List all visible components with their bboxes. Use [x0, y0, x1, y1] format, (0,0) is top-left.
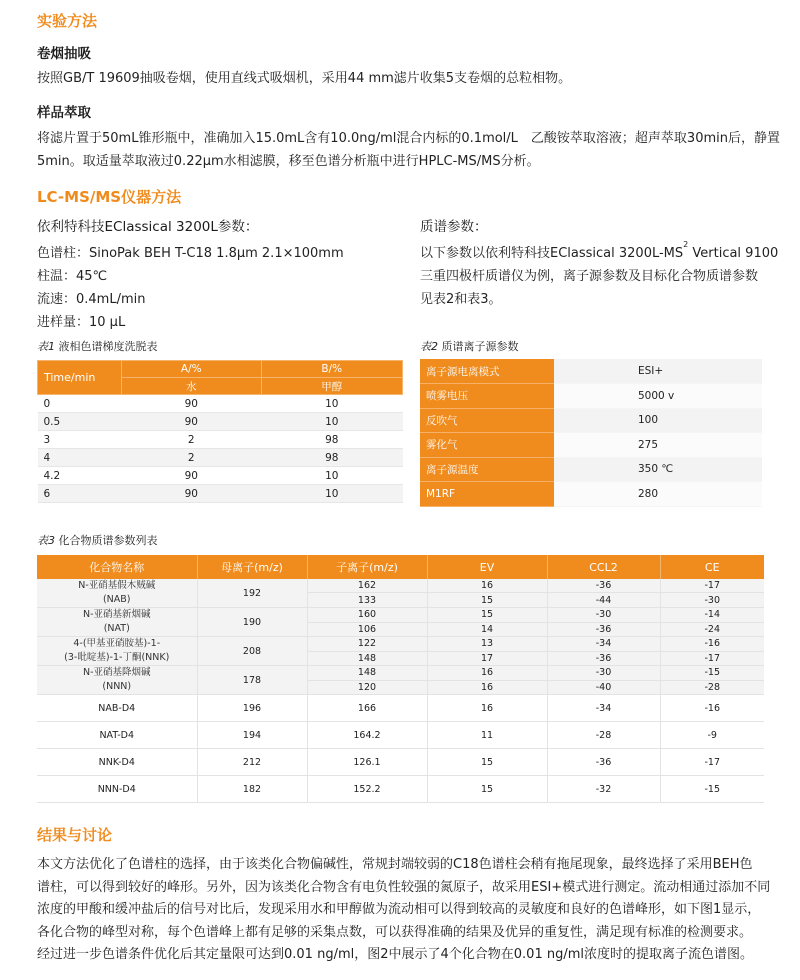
table-cell: -36 — [547, 622, 660, 637]
table-cell: 16 — [427, 666, 547, 681]
lc-flow: 流速：0.4mL/min — [37, 292, 146, 307]
table-row — [420, 482, 762, 507]
table-cell: 4.2 — [38, 467, 122, 485]
table-cell: -16 — [660, 637, 764, 652]
table-row — [420, 359, 762, 384]
table-cell: 0.5 — [38, 413, 122, 431]
table-row — [37, 776, 764, 803]
table-cell: 160 — [307, 608, 427, 623]
table-cell: 148 — [307, 651, 427, 666]
table-row — [420, 408, 762, 433]
table1-header-time: Time/min — [38, 361, 122, 395]
table-cell: 2 — [122, 449, 262, 467]
table-cell: NNK-D4 — [37, 749, 197, 776]
param-value: ESI+ — [554, 359, 762, 384]
compound-name-line: N-亚硝基假木贼碱 — [78, 580, 156, 591]
table-cell: 16 — [427, 680, 547, 695]
compound-name — [37, 666, 197, 695]
table-row — [37, 608, 764, 623]
param-value: 350 ℃ — [554, 457, 762, 482]
table-row — [37, 749, 764, 776]
table-cell: 15 — [427, 608, 547, 623]
table-cell: 98 — [261, 449, 402, 467]
table-cell: 182 — [197, 776, 307, 803]
compound-name-line: (NAT) — [103, 623, 130, 634]
table-cell: -28 — [660, 680, 764, 695]
table3-caption: 表3 化合物质谱参数列表 — [37, 534, 158, 547]
table-cell: 90 — [122, 467, 262, 485]
table-cell: 126.1 — [307, 749, 427, 776]
table-cell: 90 — [122, 413, 262, 431]
table-cell: 0 — [38, 395, 122, 413]
table-row — [38, 431, 403, 449]
lc-params-title: 依利特科技EClassical 3200L参数： — [37, 219, 259, 235]
param-value: 100 — [554, 408, 762, 433]
table-cell: 4 — [38, 449, 122, 467]
table-cell: -30 — [547, 666, 660, 681]
table-cell: -34 — [547, 695, 660, 722]
table-cell: 98 — [261, 431, 402, 449]
parent-ion: 192 — [197, 579, 307, 608]
table3-header: CE — [660, 555, 764, 579]
compound-name-line: (NNN) — [102, 681, 132, 692]
results-paragraph — [37, 854, 770, 967]
table3-header: 子离子(m/z) — [307, 555, 427, 579]
compound-name — [37, 608, 197, 637]
lc-column: 色谱柱：SinoPak BEH T-C18 1.8μm 2.1×100mm — [37, 246, 344, 261]
table-cell: -40 — [547, 680, 660, 695]
lc-temp: 柱温：45℃ — [37, 269, 108, 284]
table-cell: -32 — [547, 776, 660, 803]
gradient-table — [37, 360, 403, 503]
extraction-title: 样品萃取 — [37, 105, 91, 121]
table-cell: 164.2 — [307, 722, 427, 749]
extraction-line-2: 5min。取适量萃取液过0.22μm水相滤膜，移至色谱分析瓶中进行HPLC-MS/MS分析。 — [37, 154, 540, 169]
table1-header-b: B/% — [261, 361, 402, 378]
table-cell: -44 — [547, 593, 660, 608]
table-row — [38, 449, 403, 467]
table-cell: 148 — [307, 666, 427, 681]
table3-header: EV — [427, 555, 547, 579]
table-cell: 166 — [307, 695, 427, 722]
compound-name-line: (NAB) — [102, 594, 131, 605]
table-row — [37, 579, 764, 593]
table-cell: 212 — [197, 749, 307, 776]
compound-name-line: N-亚硝基降烟碱 — [82, 667, 151, 678]
lcms-title: LC-MS/MS仪器方法 — [37, 188, 182, 206]
table3-header: 母离子(m/z) — [197, 555, 307, 579]
table-cell: -24 — [660, 622, 764, 637]
parent-ion: 190 — [197, 608, 307, 637]
table-row — [420, 433, 762, 458]
ms-text-line-3: 见表2和表3。 — [420, 292, 502, 307]
table1-caption: 表1 液相色谱梯度洗脱表 — [37, 340, 158, 353]
table-cell: 10 — [261, 467, 402, 485]
results-line: 谱柱，可以得到较好的峰形。另外，因为该类化合物含有电负性较强的氮原子，故采用ESI+模式进行测定。流动相通过添加不同 — [37, 879, 771, 895]
table-row — [38, 413, 403, 431]
table3-header: 化合物名称 — [37, 555, 197, 579]
table-cell: 15 — [427, 593, 547, 608]
compound-name-line: N-亚硝基新烟碱 — [82, 609, 151, 620]
ion-source-table — [420, 359, 762, 507]
lc-injection: 进样量：10 μL — [37, 315, 126, 330]
table-cell: -14 — [660, 608, 764, 623]
table-cell: -30 — [660, 593, 764, 608]
table-cell: 10 — [261, 485, 402, 503]
results-line: 本文方法优化了色谱柱的选择，由于该类化合物偏碱性，常规封端较弱的C18色谱柱会稍有拖尾现象，最终选择了采用BEH色 — [37, 857, 753, 872]
method-title: 实验方法 — [37, 12, 98, 30]
param-name: 雾化气 — [420, 433, 554, 458]
table-row — [38, 485, 403, 503]
table-cell: 6 — [38, 485, 122, 503]
compound-name-line: (3-吡啶基)-1-丁酮(NNK) — [64, 652, 170, 663]
table-cell: -34 — [547, 637, 660, 652]
table-cell: 10 — [261, 413, 402, 431]
results-line: 浓度的甲酸和缓冲盐后的信号对比后，发现采用水和甲醇做为流动相可以得到较高的灵敏度和良好的色谱峰形，如下图1显示， — [37, 902, 761, 917]
param-value: 280 — [554, 482, 762, 507]
table-cell: 90 — [122, 485, 262, 503]
table-cell: 133 — [307, 593, 427, 608]
table-cell: 16 — [427, 695, 547, 722]
ms-text-line-1: 以下参数以依利特科技EClassical $3200L-MS^2$ Vertical 9100 — [420, 240, 779, 261]
table-cell: 122 — [307, 637, 427, 652]
table-cell: 196 — [197, 695, 307, 722]
table-cell: 120 — [307, 680, 427, 695]
table-cell: NNN-D4 — [37, 776, 197, 803]
table-cell: 11 — [427, 722, 547, 749]
table-cell: -36 — [547, 651, 660, 666]
table-row — [38, 467, 403, 485]
table-cell: -28 — [547, 722, 660, 749]
table-cell: -36 — [547, 749, 660, 776]
table-cell: 90 — [122, 395, 262, 413]
table-cell: 13 — [427, 637, 547, 652]
table2-caption: 表2 质谱离子源参数 — [420, 340, 519, 353]
compound-name — [37, 637, 197, 666]
results-line: 各化合物的峰型对称，每个色谱峰上都有足够的采集点数，可以获得准确的结果及优异的重复性，满足现有标准的检测要求。 — [37, 924, 753, 940]
table-cell: -36 — [547, 579, 660, 593]
ms-params-title: 质谱参数： — [420, 219, 488, 235]
parent-ion: 208 — [197, 637, 307, 666]
table-row — [37, 722, 764, 749]
table-cell: 10 — [261, 395, 402, 413]
param-name: M1RF — [420, 482, 554, 507]
parent-ion: 178 — [197, 666, 307, 695]
compound-name-line: 4-(甲基亚硝胺基)-1- — [73, 638, 161, 649]
table-cell: 106 — [307, 622, 427, 637]
table-cell: -30 — [547, 608, 660, 623]
table-row — [420, 384, 762, 409]
table-cell: NAT-D4 — [37, 722, 197, 749]
table-cell: 152.2 — [307, 776, 427, 803]
table-row — [37, 637, 764, 652]
table-row — [38, 395, 403, 413]
table-cell: 162 — [307, 579, 427, 593]
table-cell: 194 — [197, 722, 307, 749]
smoking-title: 卷烟抽吸 — [37, 46, 91, 62]
ms-text-line-2: 三重四极杆质谱仪为例，离子源参数及目标化合物质谱参数 — [420, 269, 759, 284]
table-cell: 2 — [122, 431, 262, 449]
compound-ms-table — [37, 555, 764, 803]
table1-header-b-sub: 甲醇 — [261, 378, 402, 395]
table-cell: 15 — [427, 749, 547, 776]
table-row — [37, 695, 764, 722]
table-cell: -15 — [660, 666, 764, 681]
table1-header-a: A/% — [122, 361, 262, 378]
table-cell: -17 — [660, 579, 764, 593]
param-value: 275 — [554, 433, 762, 458]
table1-header-a-sub: 水 — [122, 378, 262, 395]
compound-name — [37, 579, 197, 608]
table-cell: -16 — [660, 695, 764, 722]
table-cell: 17 — [427, 651, 547, 666]
table-cell: 16 — [427, 579, 547, 593]
table-row — [37, 666, 764, 681]
table-cell: -17 — [660, 651, 764, 666]
table-cell: -15 — [660, 776, 764, 803]
extraction-line-1: 将滤片置于50mL锥形瓶中，准确加入15.0mL含有10.0ng/ml混合内标的0.1mol/L 乙酸铵萃取溶液；超声萃取30min后，静置 — [37, 131, 780, 146]
param-name: 喷雾电压 — [420, 384, 554, 409]
param-name: 离子源电离模式 — [420, 359, 554, 384]
smoking-text: 按照GB/T 19609抽吸卷烟，使用直线式吸烟机，采用44 mm滤片收集5支卷烟的总粒相物。 — [37, 71, 572, 86]
table-cell: 15 — [427, 776, 547, 803]
table-cell: -9 — [660, 722, 764, 749]
param-name: 反吹气 — [420, 408, 554, 433]
param-value: 5000 v — [554, 384, 762, 409]
table-row — [420, 457, 762, 482]
param-name: 离子源温度 — [420, 457, 554, 482]
table-cell: NAB-D4 — [37, 695, 197, 722]
results-line: 经过进一步色谱条件优化后其定量限可达到0.01 ng/ml，图2中展示了4个化合物在0.01 ng/ml浓度时的提取离子流色谱图。 — [37, 947, 753, 962]
table-cell: 3 — [38, 431, 122, 449]
table-cell: -17 — [660, 749, 764, 776]
table3-header: CCL2 — [547, 555, 660, 579]
results-title: 结果与讨论 — [37, 826, 113, 844]
table-cell: 14 — [427, 622, 547, 637]
